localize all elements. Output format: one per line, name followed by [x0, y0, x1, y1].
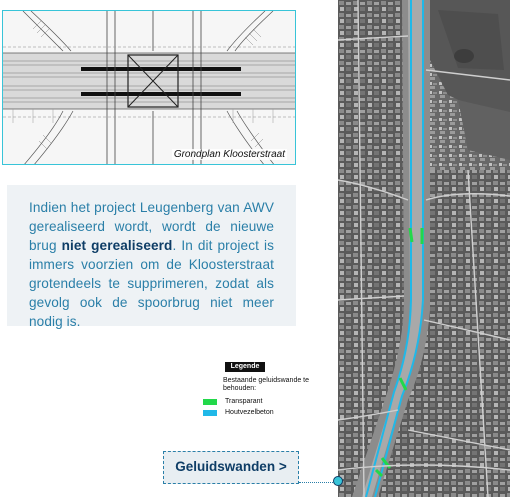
legend-item-label: Houtvezelbeton [225, 409, 274, 416]
map-pin-icon[interactable] [333, 476, 343, 486]
floor-plan-panel [2, 10, 296, 165]
geluidswanden-button[interactable]: Geluidswanden > [163, 451, 299, 484]
info-text-start: Indien het project Leugenberg van AWV gerealiseerd wordt, wordt de nieuwe brug [29, 200, 274, 253]
legend-swatch-blue [203, 410, 217, 416]
map-legend [201, 362, 311, 424]
legend-title: Legende [225, 362, 265, 372]
aerial-map [338, 0, 510, 497]
legend-swatch-green [203, 399, 217, 405]
legend-item-label: Transparant [225, 398, 263, 405]
aerial-photo [338, 0, 510, 497]
plan-caption: Grondplan Kloosterstraat [173, 149, 285, 160]
info-paragraph [29, 198, 274, 331]
info-text-end: . In dit project is immers voorzien om de Kloosterstraat grotendeels te supprimeren, zodat als gevolg ook de spoorbrug niet meer nodig is. [29, 238, 274, 329]
legend-subtitle: Bestaande geluidswande te behouden: [223, 377, 310, 392]
info-box [7, 185, 296, 329]
floor-plan-drawing [3, 11, 296, 165]
info-text-bold: niet gerealiseerd [61, 238, 173, 253]
